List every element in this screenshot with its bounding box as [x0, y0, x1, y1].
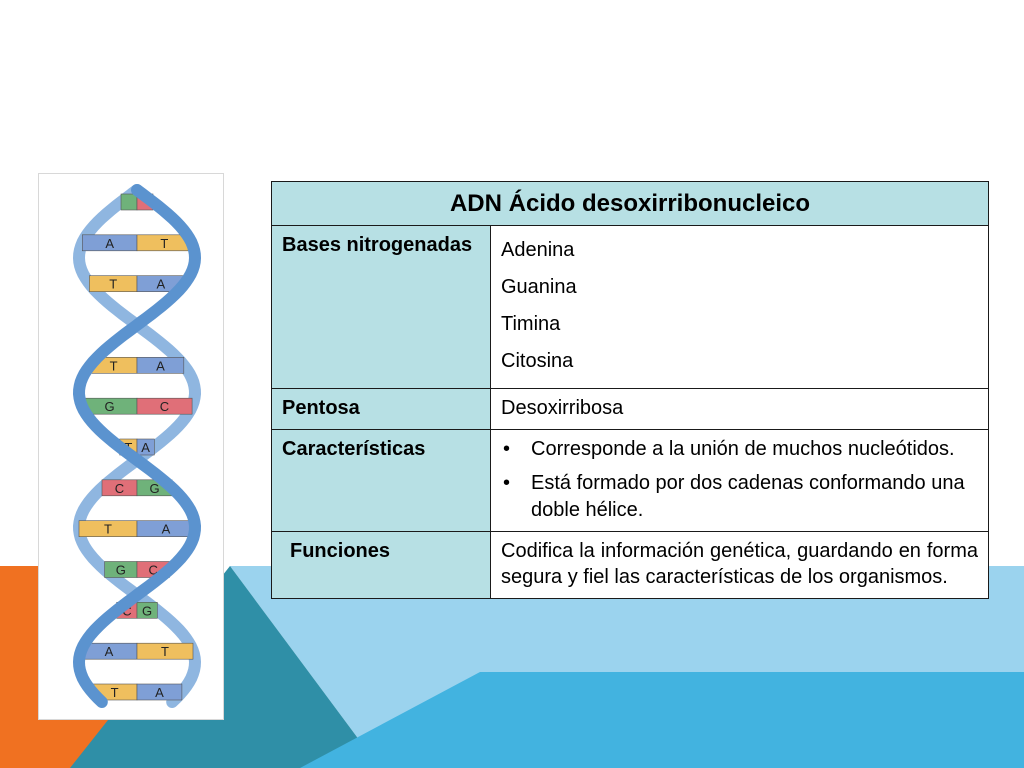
- base-adenina: Adenina: [501, 239, 575, 261]
- pentosa-label: Pentosa: [272, 389, 491, 430]
- base-letter: T: [109, 358, 118, 374]
- caracteristica-item: [501, 470, 978, 524]
- base-letter: T: [109, 276, 118, 292]
- base-letter: T: [124, 440, 133, 455]
- base-letter: G: [115, 562, 126, 578]
- dna-helix: [39, 174, 225, 721]
- funciones-label: Funciones: [272, 532, 491, 599]
- base-letter: C: [114, 480, 125, 496]
- funciones-value: Codifica la información genética, guardando en forma segura y fiel las características de los organismos.: [491, 532, 989, 599]
- base-letter: G: [142, 603, 153, 619]
- base-letter: C: [122, 603, 132, 619]
- base-letter: C: [159, 399, 170, 415]
- bases-list: [501, 232, 978, 380]
- caracteristica-text: Corresponde a la unión de muchos nucleótidos.: [531, 438, 955, 460]
- caracteristica-item: [501, 436, 978, 463]
- base-letter: A: [155, 685, 164, 700]
- base-block-g: [121, 194, 137, 210]
- base-letter: G: [149, 480, 160, 496]
- base-letter: T: [161, 644, 169, 660]
- base-letter: A: [156, 276, 166, 292]
- base-letter: T: [160, 235, 169, 251]
- base-guanina: Guanina: [501, 276, 577, 298]
- bases-label: Bases nitrogenadas: [272, 226, 491, 389]
- base-letter: A: [105, 235, 115, 251]
- table-row-caracteristicas: [272, 430, 989, 532]
- base-pair: [89, 276, 184, 292]
- adn-table: [271, 181, 989, 599]
- base-pair: [90, 357, 184, 373]
- caracteristicas-label: Características: [272, 430, 491, 532]
- table-title: ADN Ácido desoxirribonucleico: [272, 182, 989, 226]
- table-row-bases: [272, 226, 989, 389]
- base-pair: [79, 521, 195, 537]
- table-row-pentosa: [272, 389, 989, 430]
- table-header-row: [272, 182, 989, 226]
- base-letter: A: [104, 644, 114, 660]
- bullet-icon: •: [503, 471, 511, 494]
- base-letter: A: [156, 358, 165, 374]
- base-letter: T: [104, 521, 112, 537]
- caracteristica-text: Está formado por dos cadenas conformando una doble hélice.: [531, 471, 965, 521]
- base-letter: A: [161, 521, 171, 537]
- base-letter: T: [110, 685, 119, 700]
- table-row-funciones: [272, 532, 989, 599]
- base-letter: A: [141, 440, 150, 455]
- base-letter: G: [104, 399, 115, 415]
- base-timina: Timina: [501, 313, 561, 335]
- pentosa-value: Desoxirribosa: [491, 389, 989, 430]
- caracteristicas-values: [491, 430, 989, 532]
- bases-values: [491, 226, 989, 389]
- dna-illustration: [38, 173, 224, 720]
- base-citosina: Citosina: [501, 350, 574, 372]
- base-pair: [81, 643, 193, 659]
- base-pair: [82, 398, 192, 414]
- base-pair: [82, 235, 191, 251]
- caracteristicas-list: [501, 436, 978, 523]
- base-letter: C: [148, 562, 158, 578]
- bullet-icon: •: [503, 438, 511, 460]
